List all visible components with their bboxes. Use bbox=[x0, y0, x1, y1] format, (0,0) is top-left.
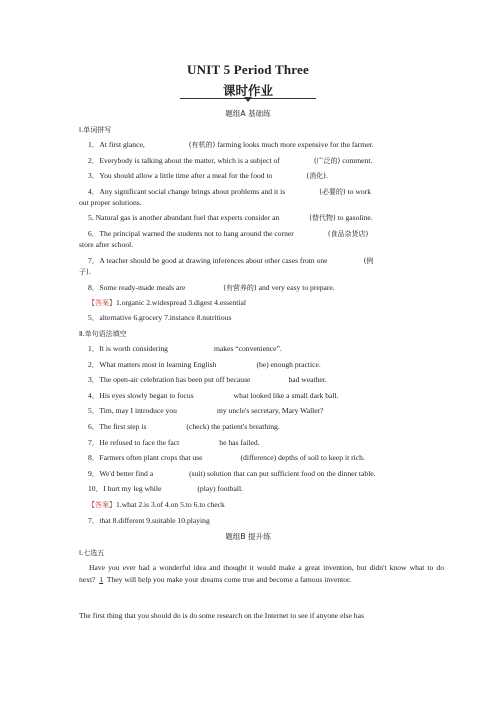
divider-triangle-icon bbox=[244, 97, 252, 102]
list-item: 1．At first glance, (有机的) farming looks much more expensive for the farmer. bbox=[88, 140, 374, 149]
list-item: 7．A teacher should be good at drawing inferences about other cases from one (例 bbox=[88, 256, 374, 265]
passage-paragraph: The first thing that you should do is do some research on the Internet to see if anyone else has bbox=[79, 611, 364, 620]
list-item: 2．What matters most in learning English (be) enough practice. bbox=[88, 360, 321, 369]
page-subtitle: 课时作业 bbox=[222, 83, 273, 98]
list-item-continuation: 子). bbox=[79, 268, 91, 276]
answer-key: 【答案】1.what 2.is 3.of 4.on 5.to 6.to check bbox=[88, 500, 225, 509]
list-item-continuation: out proper solutions. bbox=[79, 198, 142, 207]
passage-paragraph: Have you ever had a wonderful idea and thought it would make a great invention, but didn't know what to do next? 1 They will help you make your dreams come true and become a famous inventor. bbox=[79, 563, 444, 584]
list-item: 4．Any significant social change brings about problems and it is (必要的) to work bbox=[88, 187, 371, 196]
answer-key: 7．that 8.different 9.suitable 10.playing bbox=[88, 516, 210, 525]
group-b-label: 题组B 提升练 bbox=[225, 532, 271, 541]
group-a-label: 题组A 基础练 bbox=[225, 109, 271, 118]
list-item: 1．It is worth considering makes “convenience”. bbox=[88, 344, 282, 353]
list-item: 8．Farmers often plant crops that use (difference) depths of soil to keep it rich. bbox=[88, 453, 365, 462]
answer-key: 5．alternative 6.grocery 7.instance 8.nutritious bbox=[88, 313, 232, 322]
answer-key: 【答案】1.organic 2.widespread 3.digest 4.essential bbox=[88, 298, 246, 307]
section-heading: Ⅰ.单词拼写 bbox=[79, 126, 112, 134]
list-item: 3．The open-air celebration has been put off because bad weather. bbox=[88, 375, 327, 384]
list-item: 5．Tim, may I introduce you my uncle's secretary, Mary Waller? bbox=[88, 406, 324, 415]
list-item: 3．You should allow a little time after a meal for the food to (消化). bbox=[88, 171, 329, 180]
list-item: 8．Some ready-made meals are (有营养的) and very easy to prepare. bbox=[88, 283, 335, 292]
list-item: 4．His eyes slowly began to focus what looked like a small dark ball. bbox=[88, 391, 339, 400]
list-item: 6．The principal warned the students not to hang around the corner (食品杂货店) bbox=[88, 229, 369, 238]
section-heading: Ⅱ.单句语法填空 bbox=[79, 330, 127, 338]
list-item: 5. Natural gas is another abundant fuel that experts consider an (替代物) to gasoline. bbox=[88, 213, 373, 222]
page-title: UNIT 5 Period Three bbox=[187, 62, 309, 77]
list-item: 2．Everybody is talking about the matter, which is a subject of (广泛的) comment. bbox=[88, 156, 373, 165]
list-item: 7．He refused to face the fact he has failed. bbox=[88, 438, 260, 447]
list-item: 6．The first step is (check) the patient's breathing. bbox=[88, 422, 280, 431]
list-item-continuation: store after school. bbox=[79, 240, 134, 249]
answer-blank[interactable]: 1 bbox=[99, 574, 104, 584]
list-item: 9．We'd better find a (suit) solution that can put sufficient food on the dinner table. bbox=[88, 469, 376, 478]
section-heading: Ⅰ.七选五 bbox=[79, 549, 105, 557]
list-item: 10．I hurt my leg while (play) football. bbox=[88, 484, 243, 493]
